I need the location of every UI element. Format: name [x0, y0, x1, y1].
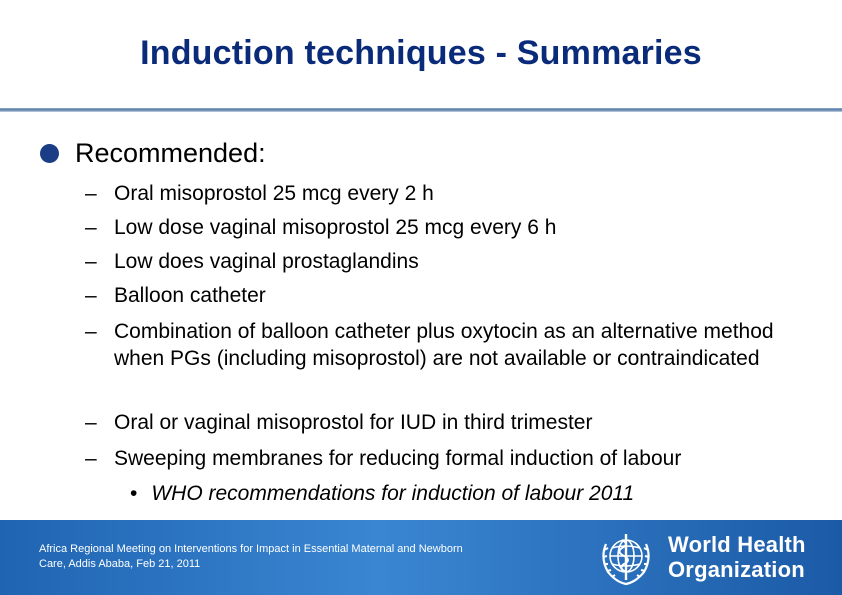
- round-bullet-icon: [40, 144, 59, 163]
- list-item-text: Oral misoprostol 25 mcg every 2 h: [114, 182, 434, 205]
- list-item-text: Balloon catheter: [114, 284, 266, 307]
- footer-meeting-text: [39, 542, 559, 572]
- dash-bullet: –: [85, 182, 97, 205]
- dash-bullet: –: [85, 250, 97, 273]
- footer-bar: [0, 520, 842, 595]
- list-item-text: Low does vaginal prostaglandins: [114, 250, 419, 273]
- list-item-text: Combination of balloon catheter plus oxytocin as an alternative method when PGs (including misoprostol) are not available or contraindicated: [114, 320, 774, 370]
- dash-bullet: –: [85, 447, 97, 470]
- who-wordmark-line-1: World Health: [668, 532, 806, 557]
- footer-line-1: Africa Regional Meeting on Interventions for Impact in Essential Maternal and Newborn: [39, 543, 463, 555]
- bullet-heading-text: Recommended:: [75, 138, 266, 168]
- list-item-text: Low dose vaginal misoprostol 25 mcg every 6 h: [114, 216, 557, 239]
- sub-list-item-text: WHO recommendations for induction of labour 2011: [151, 482, 635, 505]
- bullet-heading: [40, 138, 266, 169]
- dash-bullet: –: [85, 216, 97, 239]
- dot-bullet: •: [130, 482, 138, 505]
- list-item-text: Oral or vaginal misoprostol for IUD in third trimester: [114, 411, 593, 434]
- slide-title: Induction techniques - Summaries: [140, 34, 702, 72]
- who-wordmark-line-2: Organization: [668, 557, 805, 582]
- dash-bullet: –: [85, 284, 97, 307]
- sub-list-item: [130, 480, 634, 507]
- dash-bullet: –: [85, 411, 97, 434]
- who-emblem-icon: [594, 526, 658, 590]
- dash-bullet: –: [85, 320, 97, 343]
- footer-line-2: Care, Addis Ababa, Feb 21, 2011: [39, 558, 201, 570]
- who-wordmark: [668, 532, 806, 582]
- list-item-text: Sweeping membranes for reducing formal induction of labour: [114, 447, 682, 470]
- title-divider: [0, 108, 842, 112]
